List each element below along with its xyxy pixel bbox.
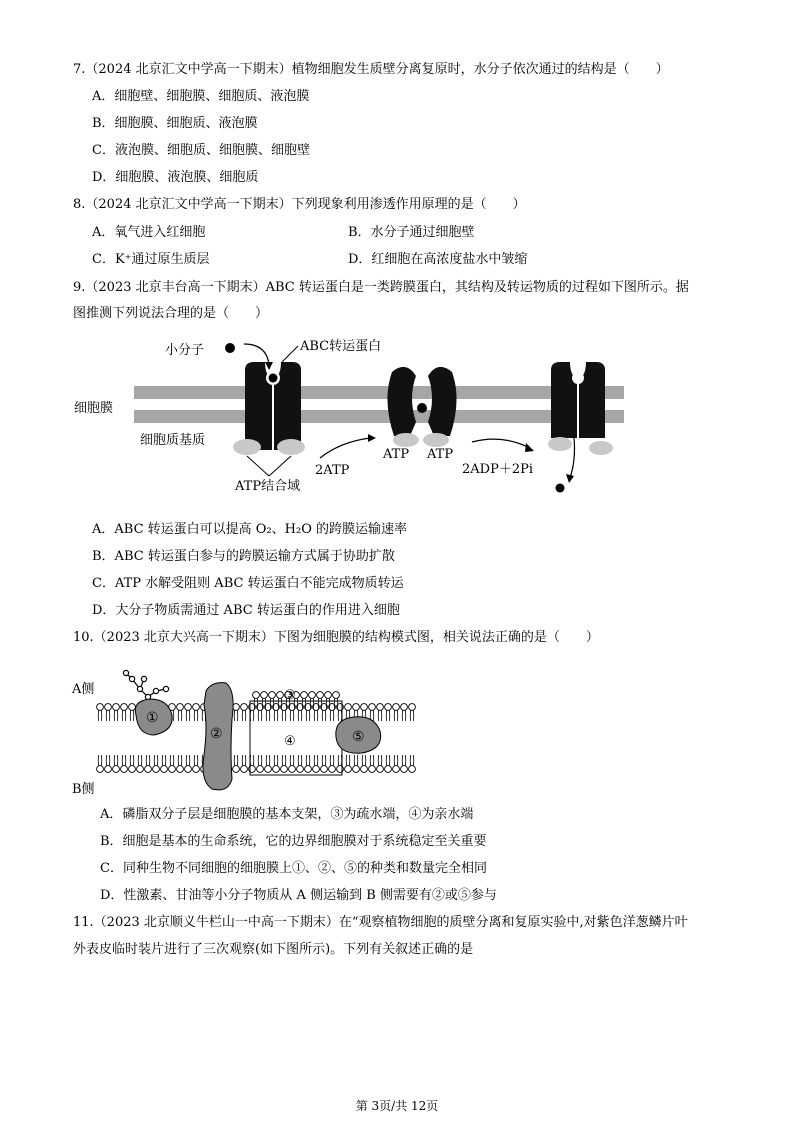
q11-stem-line1: 11.（2023 北京顺义牛栏山一中高一下期末）在“观察植物细胞的质壁分离和复原实验中,对紫色洋葱鳞片叶 bbox=[73, 915, 688, 930]
release-arrow-head bbox=[566, 474, 574, 483]
q9-stem-line1: 9.（2023 北京丰台高一下期末）ABC 转运蛋白是一类跨膜蛋白，其结构及转运物质的过程如下图所示。据 bbox=[73, 280, 689, 295]
q8-option-a: A．氧气进入红细胞 bbox=[92, 225, 206, 240]
atp-in-label: 2ATP bbox=[315, 463, 350, 478]
membrane-lower-band bbox=[134, 410, 624, 423]
phospholipid bbox=[233, 755, 240, 772]
membrane-upper-band bbox=[134, 386, 624, 399]
marker-3: ③ bbox=[284, 688, 296, 703]
q7-stem: 7.（2024 北京汇文中学高一下期末）植物细胞发生质壁分离复原时，水分子依次通过的结构是（ ） bbox=[73, 62, 669, 77]
side-a-label: A侧 bbox=[72, 682, 95, 697]
marker-4: ④ bbox=[284, 734, 296, 749]
abc-protein-state1 bbox=[245, 362, 301, 450]
arrow-2-head bbox=[525, 443, 534, 452]
phospholipid bbox=[401, 755, 408, 772]
phospholipid bbox=[241, 755, 248, 772]
phospholipid bbox=[177, 755, 184, 772]
phospholipid bbox=[161, 755, 168, 772]
phospholipid bbox=[105, 704, 112, 721]
phospholipid bbox=[105, 755, 112, 772]
phospholipid bbox=[297, 755, 304, 772]
arrow-2 bbox=[472, 439, 530, 448]
phospholipid bbox=[393, 755, 400, 772]
phospholipid bbox=[193, 755, 200, 772]
phospholipid bbox=[377, 755, 384, 772]
q9-option-d: D．大分子物质需通过 ABC 转运蛋白的作用进入细胞 bbox=[92, 603, 400, 618]
phospholipid bbox=[369, 704, 376, 721]
q7-option-a: A．细胞壁、细胞膜、细胞质、液泡膜 bbox=[92, 89, 310, 104]
phospholipid bbox=[113, 755, 120, 772]
phospholipid bbox=[313, 755, 320, 772]
phospholipid bbox=[113, 704, 120, 721]
marker-2: ② bbox=[210, 726, 223, 742]
binding-domain-left-3 bbox=[548, 437, 572, 451]
q7-option-d: D．细胞膜、液泡膜、细胞质 bbox=[92, 170, 259, 185]
phospholipid bbox=[377, 704, 384, 721]
small-molecule-dot bbox=[225, 343, 235, 353]
phospholipid bbox=[385, 704, 392, 721]
q9-option-c: C．ATP 水解受阻则 ABC 转运蛋白不能完成物质转运 bbox=[92, 576, 404, 591]
phospholipid bbox=[409, 704, 416, 721]
phospholipid bbox=[121, 704, 128, 721]
q8-option-c: C．K⁺通过原生质层 bbox=[92, 252, 210, 267]
phospholipid bbox=[329, 755, 336, 772]
matrix-label: 细胞质基质 bbox=[140, 433, 206, 448]
released-molecule-dot bbox=[556, 484, 565, 493]
phospholipid bbox=[145, 755, 152, 772]
membrane-label: 细胞膜 bbox=[74, 401, 114, 416]
q9-option-b: B．ABC 转运蛋白参与的跨膜运输方式属于协助扩散 bbox=[92, 549, 395, 564]
phospholipid bbox=[169, 755, 176, 772]
q8-option-b: B．水分子通过细胞壁 bbox=[348, 225, 475, 240]
abc-label-leader bbox=[282, 346, 298, 362]
phospholipid bbox=[321, 755, 328, 772]
phospholipid bbox=[281, 755, 288, 772]
arrow-1 bbox=[320, 438, 370, 458]
q8-option-d: D．红细胞在高浓度盐水中皱缩 bbox=[348, 252, 528, 267]
phospholipid bbox=[393, 704, 400, 721]
q10-option-b: B．细胞是基本的生命系统，它的边界细胞膜对于系统稳定至关重要 bbox=[100, 834, 487, 849]
phospholipid bbox=[265, 755, 272, 772]
page-footer: 第 3页/共 12页 bbox=[355, 1099, 439, 1113]
phospholipid bbox=[153, 755, 160, 772]
q10-option-d: D．性激素、甘油等小分子物质从 A 侧运输到 B 侧需要有②或⑤参与 bbox=[100, 888, 497, 903]
atp-site-right-2 bbox=[423, 433, 449, 447]
marker-5: ⑤ bbox=[352, 729, 365, 745]
phospholipid bbox=[353, 755, 360, 772]
q10-stem: 10.（2023 北京大兴高一下期末）下图为细胞膜的结构模式图，相关说法正确的是（ ） bbox=[73, 630, 599, 645]
phospholipid bbox=[193, 704, 200, 721]
q9-stem-line2: 图推测下列说法合理的是（ ） bbox=[73, 306, 269, 321]
phospholipid bbox=[361, 755, 368, 772]
atp-label-2: ATP bbox=[427, 447, 454, 462]
phospholipid bbox=[257, 755, 264, 772]
q9-option-a: A．ABC 转运蛋白可以提高 O₂、H₂O 的跨膜运输速率 bbox=[92, 522, 407, 537]
phospholipid bbox=[129, 755, 136, 772]
adp-out-label: 2ADP＋2Pi bbox=[462, 462, 534, 477]
phospholipid bbox=[345, 755, 352, 772]
binding-domain-right-3 bbox=[589, 441, 613, 455]
phospholipid bbox=[369, 755, 376, 772]
arrow-1-head bbox=[368, 434, 376, 442]
phospholipid bbox=[289, 755, 296, 772]
q8-stem: 8.（2024 北京汇文中学高一下期末）下列现象利用渗透作用原理的是（ ） bbox=[73, 197, 526, 212]
phospholipid bbox=[137, 755, 144, 772]
entry-arrow bbox=[244, 344, 269, 364]
atp-site-left-2 bbox=[393, 433, 419, 447]
binding-domain-left-1 bbox=[233, 439, 261, 455]
abc-protein-label: ABC转运蛋白 bbox=[300, 339, 382, 354]
side-b-label: B侧 bbox=[72, 782, 95, 797]
phospholipid bbox=[121, 755, 128, 772]
abc-protein-state3 bbox=[551, 362, 605, 438]
abc-protein-state2 bbox=[387, 367, 456, 436]
q7-option-b: B．细胞膜、细胞质、液泡膜 bbox=[92, 116, 258, 131]
q10-option-c: C．同种生物不同细胞的细胞膜上①、②、⑤的种类和数量完全相同 bbox=[100, 861, 487, 876]
phospholipid bbox=[185, 755, 192, 772]
phospholipid bbox=[305, 755, 312, 772]
q10-option-a: A．磷脂双分子层是细胞膜的基本支架，③为疏水端，④为亲水端 bbox=[100, 807, 474, 822]
phospholipid bbox=[185, 704, 192, 721]
binding-domain-label: ATP结合域 bbox=[235, 479, 301, 494]
binding-domain-right-1 bbox=[277, 439, 305, 455]
phospholipid bbox=[97, 704, 104, 721]
binding-pointer-right bbox=[269, 456, 291, 476]
entry-arrow-head bbox=[265, 362, 273, 370]
phospholipid bbox=[129, 704, 136, 721]
small-molecule-label: 小分子 bbox=[165, 343, 205, 358]
lower-phospholipid-layer bbox=[97, 755, 416, 772]
phospholipid bbox=[409, 755, 416, 772]
marker-1: ① bbox=[146, 710, 159, 726]
phospholipid bbox=[273, 755, 280, 772]
binding-pointer-left bbox=[247, 456, 269, 476]
phospholipid bbox=[97, 755, 104, 772]
phospholipid bbox=[241, 704, 248, 721]
q7-option-c: C．液泡膜、细胞质、细胞膜、细胞壁 bbox=[92, 143, 310, 158]
phospholipid bbox=[177, 704, 184, 721]
q11-stem-line2: 外表皮临时装片进行了三次观察(如下图所示)。下列有关叙述正确的是 bbox=[73, 942, 474, 957]
atp-label-1: ATP bbox=[383, 447, 410, 462]
bilayer-box bbox=[250, 701, 342, 775]
phospholipid bbox=[385, 755, 392, 772]
phospholipid bbox=[401, 704, 408, 721]
membrane-structure-figure bbox=[70, 665, 430, 800]
abc-transporter-figure bbox=[70, 330, 650, 500]
